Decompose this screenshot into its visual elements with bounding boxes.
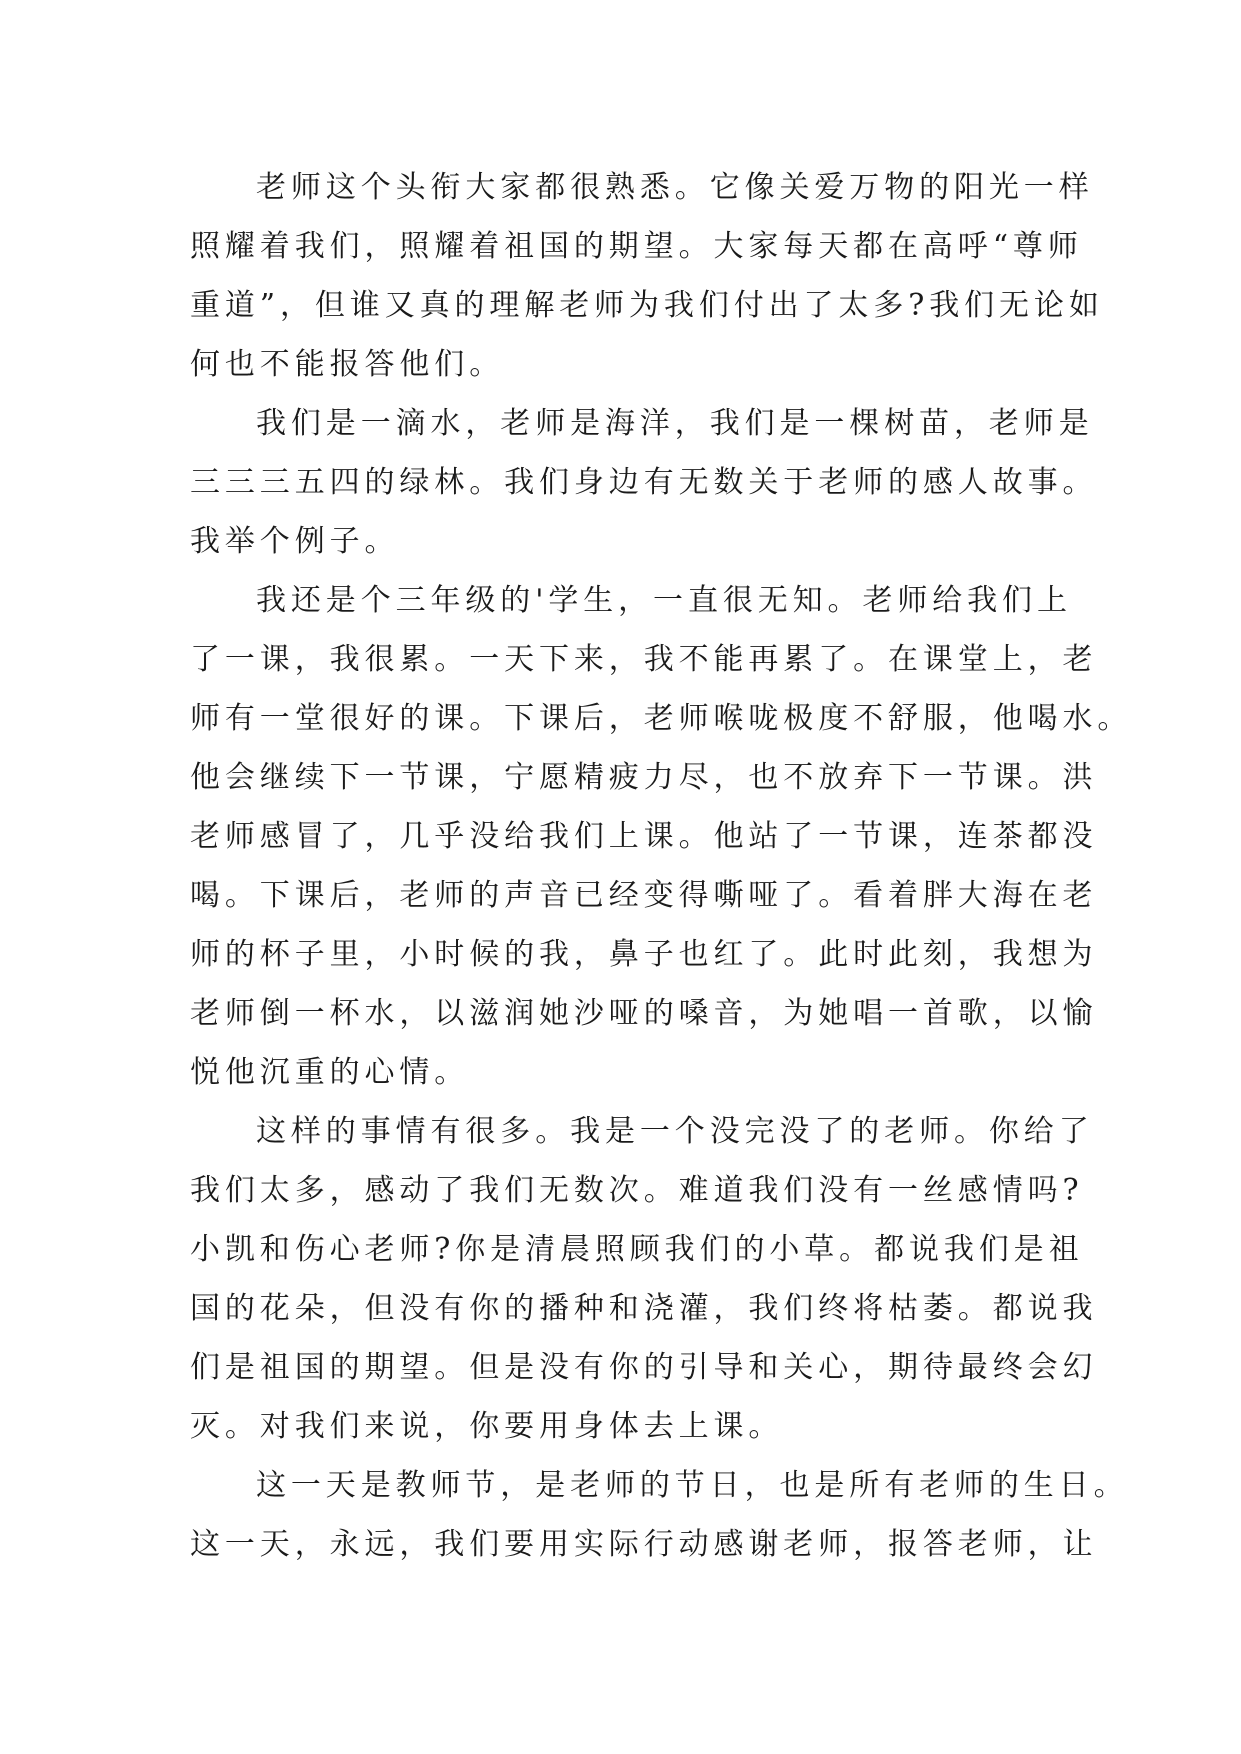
paragraph — [190, 158, 1104, 394]
paragraph — [190, 1102, 1098, 1456]
text-line: 重道”，但谁又真的理解老师为我们付出了太多?我们无论如 — [190, 288, 1104, 323]
text-line: 师的杯子里，小时候的我，鼻子也红了。此时此刻，我想为 — [190, 937, 1098, 972]
text-line: 老师倒一杯水，以滋润她沙哑的嗓音，为她唱一首歌，以愉 — [190, 996, 1098, 1031]
text-line: 三三三五四的绿林。我们身边有无数关于老师的感人故事。 — [190, 465, 1098, 500]
text-line: 我还是个三年级的'学生，一直很无知。老师给我们上 — [256, 583, 1072, 618]
text-line: 小凯和伤心老师?你是清晨照顾我们的小草。都说我们是祖 — [190, 1232, 1084, 1267]
text-line: 国的花朵，但没有你的播种和浇灌，我们终将枯萎。都说我 — [190, 1291, 1098, 1326]
text-line: 喝。下课后，老师的声音已经变得嘶哑了。看着胖大海在老 — [190, 878, 1098, 913]
text-line: 他会继续下一节课，宁愿精疲力尽，也不放弃下一节课。洪 — [190, 760, 1098, 795]
document-body — [190, 158, 1133, 1574]
text-line: 这一天是教师节，是老师的节日，也是所有老师的生日。 — [256, 1468, 1129, 1503]
text-line: 们是祖国的期望。但是没有你的引导和关心，期待最终会幻 — [190, 1350, 1098, 1385]
paragraph — [190, 1456, 1129, 1574]
text-line: 老师感冒了，几乎没给我们上课。他站了一节课，连茶都没 — [190, 819, 1098, 854]
text-line: 我们太多，感动了我们无数次。难道我们没有一丝感情吗? — [190, 1173, 1084, 1208]
text-line: 老师这个头衔大家都很熟悉。它像关爱万物的阳光一样 — [256, 170, 1094, 205]
text-line: 我们是一滴水，老师是海洋，我们是一棵树苗，老师是 — [256, 406, 1094, 441]
paragraph — [190, 394, 1098, 571]
paragraph — [190, 571, 1133, 1102]
text-line: 这一天，永远，我们要用实际行动感谢老师，报答老师，让 — [190, 1527, 1098, 1562]
text-line: 了一课，我很累。一天下来，我不能再累了。在课堂上，老 — [190, 642, 1098, 677]
text-line: 我举个例子。 — [190, 524, 400, 559]
text-line: 照耀着我们，照耀着祖国的期望。大家每天都在高呼“尊师 — [190, 229, 1083, 264]
text-line: 何也不能报答他们。 — [190, 347, 505, 382]
text-line: 灭。对我们来说，你要用身体去上课。 — [190, 1409, 784, 1444]
text-line: 师有一堂很好的课。下课后，老师喉咙极度不舒服，他喝水。 — [190, 701, 1133, 736]
text-line: 悦他沉重的心情。 — [190, 1055, 470, 1090]
text-line: 这样的事情有很多。我是一个没完没了的老师。你给了 — [256, 1114, 1094, 1149]
